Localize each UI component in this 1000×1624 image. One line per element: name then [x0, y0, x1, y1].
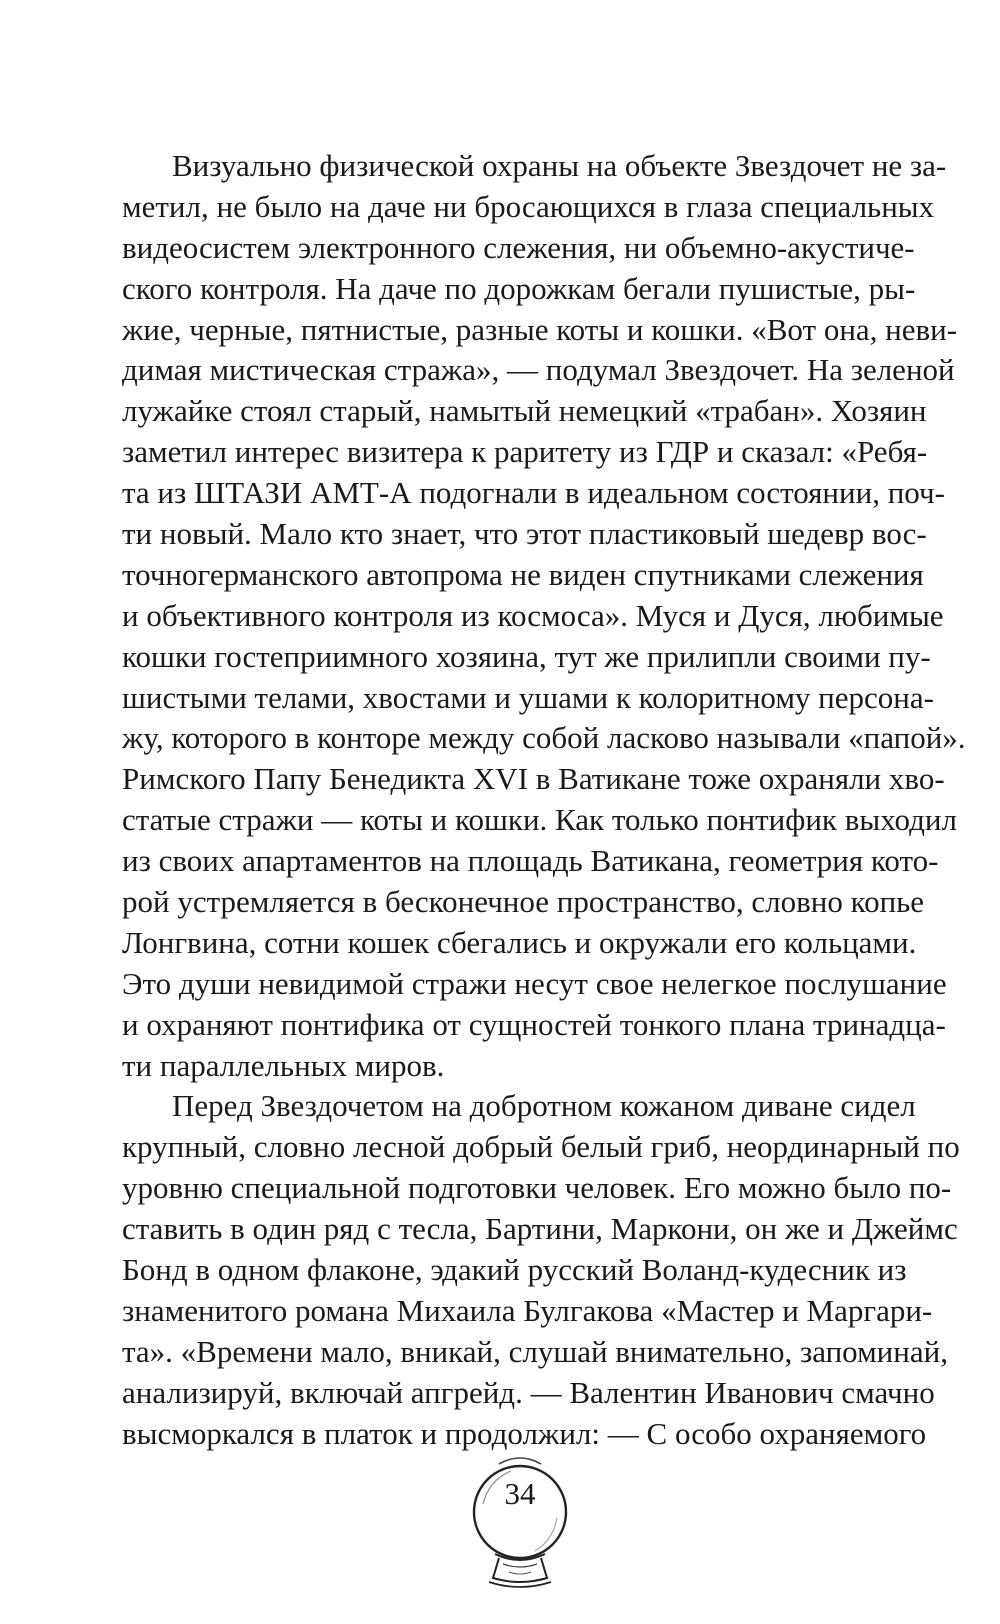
paragraph [122, 146, 966, 1086]
text-line: та». «Времени мало, вникай, слушай внимательно, запоминай, [122, 1333, 948, 1369]
text-line: Римского Папу Бенедикта XVI в Ватикане тоже охраняли хво- [122, 761, 945, 797]
text-line: из своих апартаментов на площадь Ватикана, геометрия кото- [122, 843, 939, 879]
text-line: ти новый. Мало кто знает, что этот пластиковый шедевр вос- [122, 516, 927, 552]
text-line: уровню специальной подготовки человек. Его можно было по- [122, 1170, 952, 1206]
text-line: жу, которого в конторе между собой ласково называли «папой». [122, 720, 966, 756]
text-line: ставить в один ряд с тесла, Бартини, Маркони, он же и Джеймс [122, 1211, 958, 1247]
page-folio [459, 1454, 581, 1594]
text-line: лужайке стоял старый, намытый немецкий «трабан». Хозяин [122, 393, 927, 429]
paragraph [122, 1086, 960, 1454]
text-line: статые стражи — коты и кошки. Как только понтифик выходил [122, 802, 957, 838]
text-line: Перед Звездочетом на добротном кожаном диване сидел [172, 1088, 916, 1124]
text-line: рой устремляется в бесконечное пространство, словно копье [122, 884, 925, 920]
body-text [122, 146, 966, 1455]
text-line: видеосистем электронного слежения, ни объемно-акустиче- [122, 229, 915, 265]
text-line: анализируй, включай апгрейд. — Валентин Иванович смачно [122, 1374, 935, 1410]
text-line: димая мистическая стража», — подумал Звездочет. На зеленой [122, 352, 955, 388]
text-line: Лонгвина, сотни кошек сбегались и окружали его кольцами. [122, 924, 917, 960]
page-number: 34 [504, 1476, 536, 1511]
text-line: высморкался в платок и продолжил: — С особо охраняемого [122, 1415, 927, 1451]
text-line: кошки гостеприимного хозяина, тут же прилипли своими пу- [122, 638, 931, 674]
text-line: ти параллельных миров. [122, 1047, 445, 1083]
text-line: метил, не было на даче ни бросающихся в глаза специальных [122, 188, 935, 224]
text-line: Бонд в одном флаконе, эдакий русский Воланд-кудесник из [122, 1252, 907, 1288]
text-line: и объективного контроля из космоса». Муся и Дуся, любимые [122, 597, 944, 633]
text-line: крупный, словно лесной добрый белый гриб, неординарный по [122, 1129, 960, 1165]
text-line: ского контроля. На даче по дорожкам бегали пушистые, ры- [122, 270, 916, 306]
text-line: та из ШТАЗИ АМТ-А подогнали в идеальном состоянии, поч- [122, 475, 945, 511]
text-line: знаменитого романа Михаила Булгакова «Мастер и Маргари- [122, 1292, 933, 1328]
text-line: точногерманского автопрома не виден спутниками слежения [122, 556, 924, 592]
text-line: шистыми телами, хвостами и ушами к колоритному персона- [122, 679, 934, 715]
text-line: и охраняют понтифика от сущностей тонкого плана тринадца- [122, 1006, 946, 1042]
text-line: Это души невидимой стражи несут свое нелегкое послушание [122, 965, 947, 1001]
text-line: заметил интерес визитера к раритету из ГДР и сказал: «Ребя- [122, 434, 928, 470]
text-line: жие, черные, пятнистые, разные коты и кошки. «Вот она, неви- [122, 311, 958, 347]
text-line: Визуально физической охраны на объекте Звездочет не за- [172, 148, 947, 183]
